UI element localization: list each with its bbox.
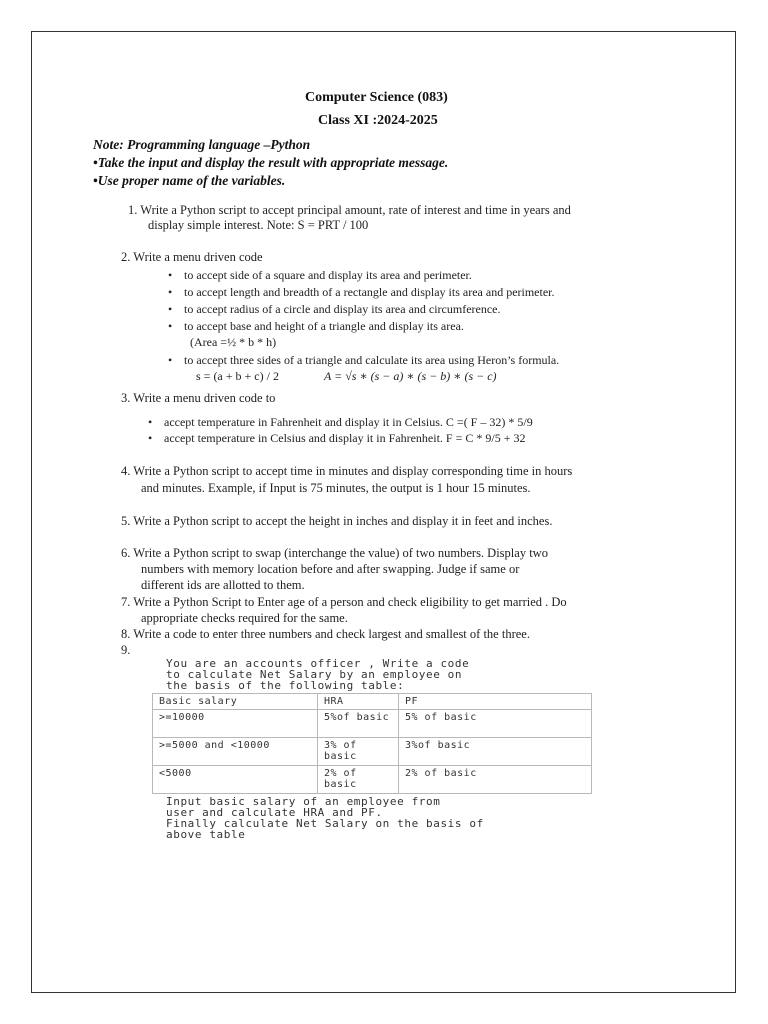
- table-header-cell: Basic salary: [153, 694, 318, 710]
- page-subtitle: Class XI :2024-2025: [318, 113, 438, 128]
- question-4-line-2: and minutes. Example, if Input is 75 minutes, the output is 1 hour 15 minutes.: [141, 481, 531, 495]
- question-9-outro-line-1: Input basic salary of an employee from: [166, 795, 441, 808]
- question-3-intro: 3. Write a menu driven code to: [121, 391, 276, 405]
- question-9-outro-line-2: user and calculate HRA and PF.: [166, 806, 383, 819]
- question-2-bullet-1: • to accept side of a square and display its area and perimeter.: [168, 268, 472, 282]
- heron-s-formula: s = (a + b + c) / 2: [196, 369, 279, 383]
- table-row: [153, 710, 592, 738]
- question-7-line-2: appropriate checks required for the same.: [141, 611, 348, 625]
- question-9-outro-line-4: above table: [166, 828, 246, 841]
- question-6-line-3: different ids are allotted to them.: [141, 578, 305, 592]
- table-cell: 3%of basic: [399, 738, 592, 766]
- question-2-bullet-5: • to accept three sides of a triangle and calculate its area using Heron’s formula.: [168, 353, 560, 367]
- table-cell: >=5000 and <10000: [153, 738, 318, 766]
- table-cell: 5%of basic: [318, 710, 399, 738]
- question-3-bullet-1: • accept temperature in Fahrenheit and display it in Celsius. C =( F – 32) * 5/9: [148, 415, 533, 429]
- table-header-cell: HRA: [318, 694, 399, 710]
- question-3-bullet-2: • accept temperature in Celsius and display it in Fahrenheit. F = C * 9/5 + 32: [148, 431, 526, 445]
- question-2-bullet-4: • to accept base and height of a triangle and display its area.: [168, 319, 464, 333]
- question-9-number: 9.: [121, 643, 131, 657]
- question-9-intro-line-2: to calculate Net Salary by an employee on: [166, 668, 463, 681]
- question-1-line-1: 1. Write a Python script to accept principal amount, rate of interest and time in years and: [128, 203, 571, 217]
- table-cell: 2% of basic: [399, 766, 592, 794]
- question-9-intro-line-3: the basis of the following table:: [166, 679, 405, 692]
- question-2-bullet-2: • to accept length and breadth of a rectangle and display its area and perimeter.: [168, 285, 555, 299]
- table-cell: 2% of basic: [318, 766, 399, 794]
- note-input-output: •Take the input and display the result with appropriate message.: [93, 155, 449, 170]
- note-language: Note: Programming language –Python: [93, 137, 311, 152]
- question-1-line-2: display simple interest. Note: S = PRT / 100: [148, 218, 369, 232]
- question-8: 8. Write a code to enter three numbers and check largest and smallest of the three.: [121, 627, 530, 641]
- table-cell: <5000: [153, 766, 318, 794]
- table-header-cell: PF: [399, 694, 592, 710]
- table-cell: 5% of basic: [399, 710, 592, 738]
- question-4-line-1: 4. Write a Python script to accept time in minutes and display corresponding time in hours: [121, 464, 573, 478]
- heron-area-formula: A = √s ∗ (s − a) ∗ (s − b) ∗ (s − c): [324, 369, 497, 383]
- salary-table: [152, 693, 592, 794]
- page-title: Computer Science (083): [305, 90, 448, 105]
- question-5: 5. Write a Python script to accept the height in inches and display it in feet and inches.: [121, 514, 553, 528]
- table-row: [153, 738, 592, 766]
- note-variables: •Use proper name of the variables.: [93, 173, 286, 188]
- question-6-line-1: 6. Write a Python script to swap (interchange the value) of two numbers. Display two: [121, 546, 548, 560]
- question-2-bullet-3: • to accept radius of a circle and display its area and circumference.: [168, 302, 501, 316]
- table-cell: 3% of basic: [318, 738, 399, 766]
- question-2-intro: 2. Write a menu driven code: [121, 250, 263, 264]
- table-row: [153, 766, 592, 794]
- question-7-line-1: 7. Write a Python Script to Enter age of a person and check eligibility to get married . Do: [121, 595, 567, 609]
- question-9-intro-line-1: You are an accounts officer , Write a code: [166, 657, 470, 670]
- question-9-outro-line-3: Finally calculate Net Salary on the basis of: [166, 817, 484, 830]
- table-header-row: [153, 694, 592, 710]
- table-cell: >=10000: [153, 710, 318, 738]
- question-6-line-2: numbers with memory location before and after swapping. Judge if same or: [141, 562, 520, 576]
- triangle-area-formula: (Area =½ * b * h): [190, 335, 277, 349]
